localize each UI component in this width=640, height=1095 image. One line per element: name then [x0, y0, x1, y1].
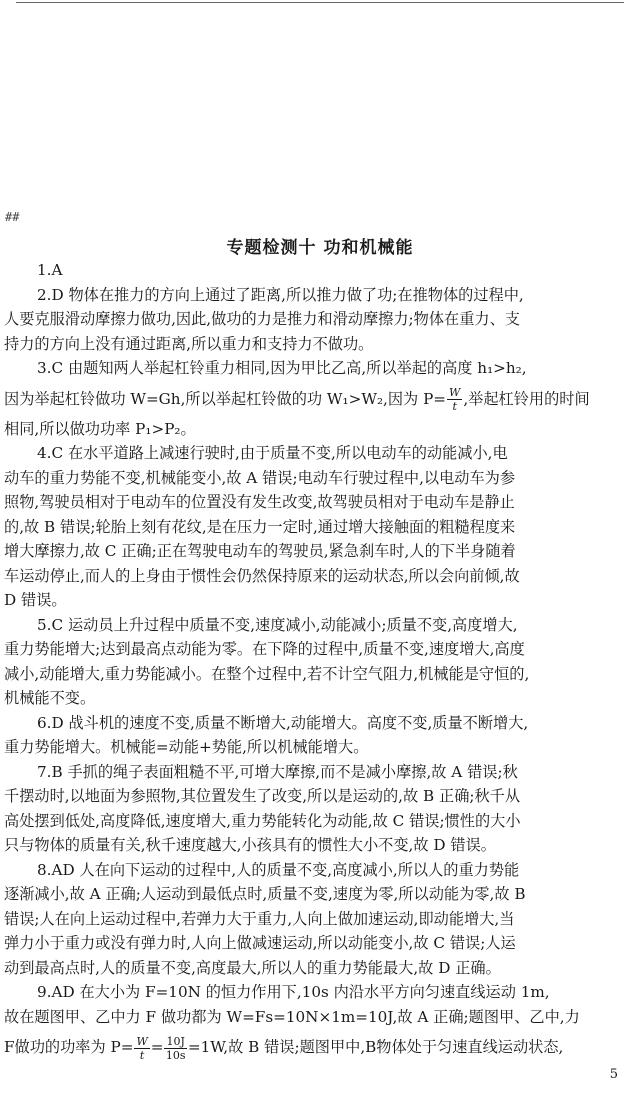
- answer-1: 1.A: [37, 261, 63, 279]
- fraction-w-over-t: [134, 1035, 149, 1062]
- answer-3-line: 3.C 由题知两人举起杠铃重力相同,因为甲比乙高,所以举起的高度 h₁>h₂,: [37, 359, 527, 377]
- answer-7-line: 7.B 手抓的绳子表面粗糙不平,可增大摩擦,而不是减小摩擦,故 A 错误;秋: [37, 762, 518, 781]
- answer-8-line: 逐渐减小,故 A 正确;人运动到最低点时,质量不变,速度为零,所以动能为零,故 B: [4, 885, 526, 903]
- fraction-numerator: 10J: [166, 1034, 185, 1048]
- answer-9-line: 9.AD 在大小为 F=10N 的恒力作用下,10s 内沿水平方向匀速直线运动 1m,: [37, 983, 550, 1001]
- answer-7-line: 只与物体的质量有关,秋千速度越大,小孩具有的惯性大小不变,故 D 错误。: [4, 836, 496, 854]
- answer-body: [4, 258, 636, 1065]
- fraction-numerator: W: [136, 1034, 148, 1048]
- answer-4-line: 4.C 在水平道路上减速行驶时,由于质量不变,所以电动车的动能减小,电: [37, 444, 508, 462]
- answer-4-line: 动车的重力势能不变,机械能变小,故 A 错误;电动车行驶过程中,以电动车为参: [4, 468, 516, 487]
- fraction-denominator: t: [452, 400, 457, 413]
- answer-9-line: 故在题图甲、乙中力 F 做功都为 W=Fs=10N×1m=10J,故 A 正确;题图甲、乙中,力: [4, 1007, 580, 1026]
- text-segment: 因为举起杠铃做功 W=Gh,所以举起杠铃做的功 W₁>W₂,因为 P=: [4, 389, 447, 408]
- top-rule: [16, 2, 624, 3]
- fraction-10j-over-10s: [164, 1035, 186, 1062]
- answer-8-line: 8.AD 人在向下运动的过程中,人的质量不变,高度减小,所以人的重力势能: [37, 860, 520, 879]
- answer-6-line: 6.D 战斗机的速度不变,质量不断增大,动能增大。高度不变,质量不断增大,: [37, 713, 529, 732]
- answer-5-line: 重力势能增大;达到最高点动能为零。在下降的过程中,质量不变,速度增大,高度: [4, 640, 525, 658]
- text-segment: F做功的功率为 P=: [4, 1038, 134, 1056]
- answer-9-formula-line: [4, 1029, 636, 1065]
- answer-4-line: 增大摩擦力,故 C 正确;正在驾驶电动车的驾驶员,紧急刹车时,人的下半身随着: [4, 542, 516, 560]
- answer-7-line: 千摆动时,以地面为参照物,其位置发生了改变,所以是运动的,故 B 正确;秋千从: [4, 787, 521, 805]
- answer-6-line: 重力势能增大。机械能=动能+势能,所以机械能增大。: [4, 738, 369, 756]
- answer-8-line: 弹力小于重力或没有弹力时,人向上做减速运动,所以动能变小,故 C 错误;人运: [4, 934, 516, 952]
- fraction-numerator: W: [449, 386, 461, 399]
- answer-4-line: 的,故 B 错误;轮胎上刻有花纹,是在压力一定时,通过增大接触面的粗糙程度来: [4, 517, 516, 536]
- equals-sign: =: [150, 1038, 164, 1056]
- answer-8-line: 动到最高点时,人的质量不变,高度最大,所以人的重力势能最大,故 D 正确。: [4, 958, 501, 977]
- answer-3-formula-line: [4, 381, 636, 417]
- answer-3-line: 相同,所以做功功率 P₁>P₂。: [4, 419, 196, 438]
- answer-5-line: 减小,动能增大,重力势能减小。在整个过程中,若不计空气阻力,机械能是守恒的,: [4, 664, 530, 683]
- text-segment: =1W,故 B 错误;题图甲中,B物体处于匀速直线运动状态,: [187, 1038, 564, 1056]
- text-segment: ,举起杠铃用的时间: [463, 389, 590, 408]
- fraction-denominator: t: [139, 1048, 145, 1062]
- answer-5-line: 5.C 运动员上升过程中质量不变,速度减小,动能减小;质量不变,高度增大,: [37, 615, 518, 634]
- fraction-w-over-t: [447, 386, 462, 413]
- answer-8-line: 错误;人在向上运动过程中,若弹力大于重力,人向上做加速运动,即动能增大,当: [4, 909, 515, 928]
- answer-7-line: 高处摆到低处,高度降低,速度增大,重力势能转化为动能,故 C 错误;惯性的大小: [4, 811, 521, 830]
- answer-4-line: 车运动停止,而人的上身由于惯性会仍然保持原来的运动状态,所以会向前倾,故: [4, 566, 520, 585]
- answer-4-line: D 错误。: [4, 591, 67, 609]
- answer-2-line: 人要克服滑动摩擦力做功,因此,做功的力是推力和滑动摩擦力;物体在重力、支: [4, 310, 520, 328]
- answer-2-line: 持力的方向上没有通过距离,所以重力和支持力不做功。: [4, 334, 374, 353]
- answer-2-line: 2.D 物体在推力的方向上通过了距离,所以推力做了功;在推物体的过程中,: [37, 285, 524, 304]
- fraction-denominator: 10s: [165, 1048, 186, 1062]
- header-mark: ##: [5, 210, 20, 224]
- answer-4-line: 照物,驾驶员相对于电动车的位置没有发生改变,故驾驶员相对于电动车是静止: [4, 493, 515, 511]
- page-number: 5: [609, 1067, 618, 1082]
- page-title: 专题检测十 功和机械能: [226, 238, 414, 258]
- answer-5-line: 机械能不变。: [4, 689, 96, 707]
